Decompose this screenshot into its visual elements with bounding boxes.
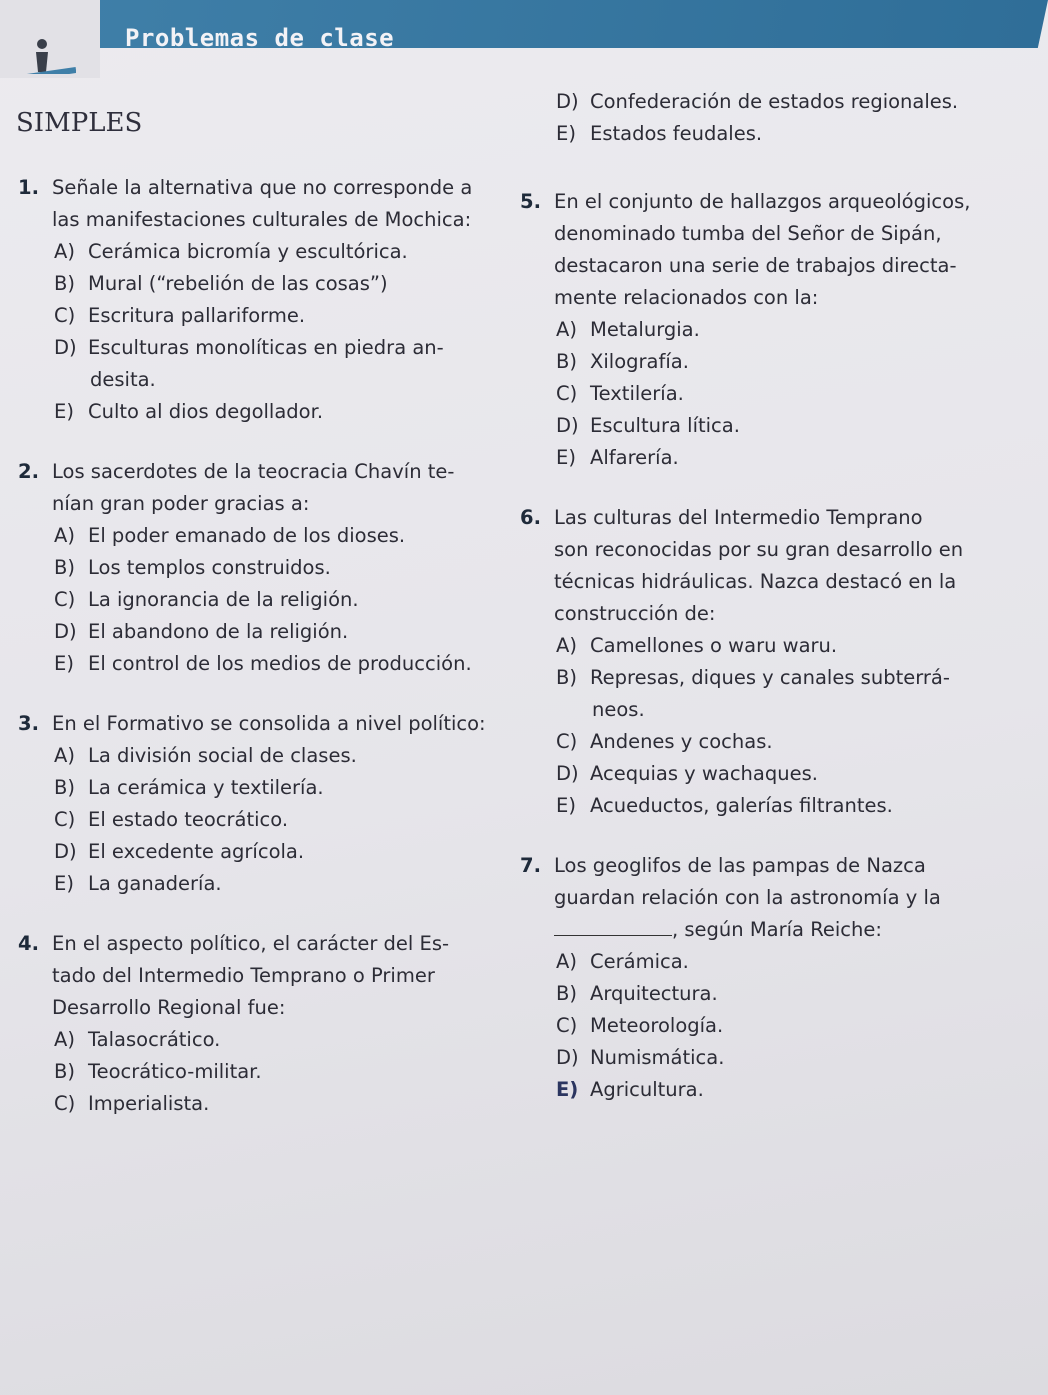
option-b: B) Los templos construidos. [54,556,331,579]
option-e: E) El control de los medios de producción. [54,652,472,675]
option-e-marked: E) Agricultura. [520,1074,980,1106]
question-text: construcción de: [554,602,716,625]
option-e: E) La ganadería. [54,872,222,895]
option-d: D) Numismática. [556,1046,725,1069]
question-text: Los sacerdotes de la teocracia Chavín te- [52,460,455,483]
option-d-continuation: desita. [90,368,156,391]
option-c: C) Meteorología. [556,1014,724,1037]
question-6 [520,502,980,822]
option-d: D) Acequias y wachaques. [556,762,818,785]
question-text: las manifestaciones culturales de Mochica: [52,208,472,231]
question-text: nían gran poder gracias a: [52,492,310,515]
option-a: A) Metalurgia. [556,318,700,341]
question-3 [18,708,488,900]
option-d: D) Esculturas monolíticas en piedra an- [54,336,444,359]
question-text: Los geoglifos de las pampas de Nazca [554,854,926,877]
option-b: B) Xilografía. [556,350,689,373]
option-a: A) Cerámica. [556,950,689,973]
question-text: son reconocidas por su gran desarrollo en [554,538,964,561]
question-number: 7. [520,854,541,877]
option-a: A) Cerámica bicromía y escultórica. [54,240,408,263]
question-5 [520,186,980,474]
question-text: Señale la alternativa que no corresponde a [52,176,473,199]
option-e: E) Culto al dios degollador. [54,400,324,423]
question-number: 3. [18,712,39,735]
option-d: D) Escultura lítica. [556,414,740,437]
question-number: 1. [18,176,39,199]
option-d: D) El excedente agrícola. [54,840,305,863]
question-7 [520,850,980,1106]
question-number: 2. [18,460,39,483]
answer-blank [554,917,672,936]
person-icon [6,10,76,74]
option-e: E) Acueductos, galerías filtrantes. [556,794,893,817]
question-text: destacaron una serie de trabajos directa- [554,254,957,277]
right-column [520,86,980,1134]
option-c: C) Imperialista. [54,1092,210,1115]
section-title: SIMPLES [16,108,143,138]
question-text: tado del Intermedio Temprano o Primer [52,964,435,987]
option-c: C) El estado teocrático. [54,808,289,831]
page-title: Problemas de clase [125,24,395,52]
question-text: técnicas hidráulicas. Nazca destacó en la [554,570,957,593]
option-d: D) Confederación de estados regionales. [556,90,959,113]
question-number: 5. [520,190,541,213]
option-b: B) Mural (“rebelión de las cosas”) [54,272,388,295]
question-4 [18,928,488,1120]
question-text: guardan relación con la astronomía y la [554,886,941,909]
question-text: Desarrollo Regional fue: [52,996,286,1019]
question-number: 6. [520,506,541,529]
pen-mark: E) [556,1078,579,1101]
option-a: A) La división social de clases. [54,744,357,767]
option-c: C) Andenes y cochas. [556,730,773,753]
option-d: D) El abandono de la religión. [54,620,349,643]
question-text: En el conjunto de hallazgos arqueológicos, [554,190,971,213]
option-b-continuation: neos. [592,698,645,721]
left-column [18,172,488,1148]
question-number: 4. [18,932,39,955]
question-4-continued [520,86,980,150]
option-b: B) Teocrático-militar. [54,1060,262,1083]
option-b: B) Arquitectura. [556,982,718,1005]
option-b: B) Represas, diques y canales subterrá- [556,666,950,689]
option-e: E) Estados feudales. [556,122,763,145]
question-text: , según María Reiche: [672,918,882,941]
question-text: Las culturas del Intermedio Temprano [554,506,923,529]
option-b: B) La cerámica y textilería. [54,776,324,799]
option-a: A) Talasocrático. [54,1028,221,1051]
option-e: E) Alfarería. [556,446,679,469]
question-text: En el aspecto político, el carácter del Es- [52,932,450,955]
option-c: C) Escritura pallariforme. [54,304,306,327]
question-text: En el Formativo se consolida a nivel político: [52,712,486,735]
question-text: denominado tumba del Señor de Sipán, [554,222,942,245]
option-a: A) El poder emanado de los dioses. [54,524,406,547]
question-text: mente relacionados con la: [554,286,819,309]
option-a: A) Camellones o waru waru. [556,634,838,657]
option-c: C) La ignorancia de la religión. [54,588,359,611]
question-1 [18,172,488,428]
question-2 [18,456,488,680]
option-c: C) Textilería. [556,382,684,405]
